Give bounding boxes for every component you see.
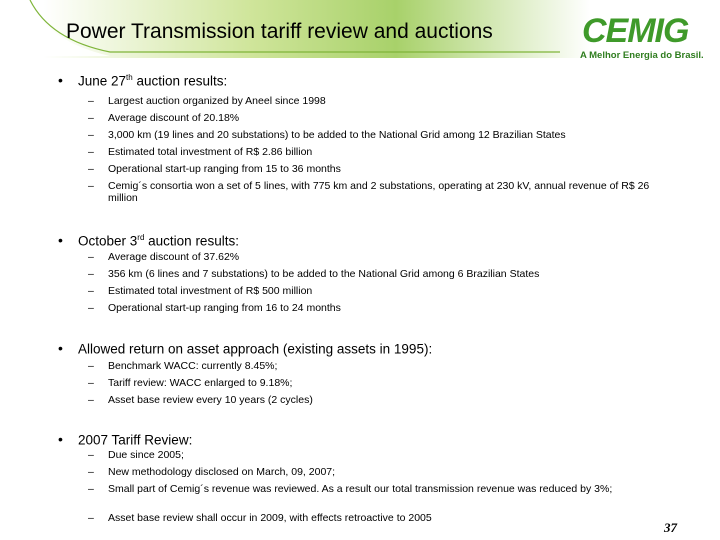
section-title: June 27th auction results: — [78, 73, 228, 89]
section-title: October 3rd auction results: — [78, 233, 239, 249]
dash-icon: – — [88, 180, 94, 192]
dash-icon: – — [88, 449, 94, 461]
bullet-icon: • — [58, 72, 63, 88]
dash-icon: – — [88, 483, 94, 495]
bullet-icon: • — [58, 340, 63, 356]
dash-icon: – — [88, 512, 94, 524]
page-title: Power Transmission tariff review and auctions — [66, 20, 493, 43]
dash-icon: – — [88, 285, 94, 297]
section-title: Allowed return on asset approach (existing assets in 1995): — [78, 341, 433, 357]
dash-icon: – — [88, 251, 94, 263]
dash-icon: – — [88, 146, 94, 158]
dash-icon: – — [88, 377, 94, 389]
cemig-logo — [580, 10, 705, 62]
dash-icon: – — [88, 360, 94, 372]
dash-icon: – — [88, 302, 94, 314]
dash-icon: – — [88, 466, 94, 478]
dash-icon: – — [88, 95, 94, 107]
dash-icon: – — [88, 268, 94, 280]
page-number: 37 — [664, 520, 677, 535]
dash-icon: – — [88, 163, 94, 175]
dash-icon: – — [88, 394, 94, 406]
bullet-icon: • — [58, 232, 63, 248]
bullet-icon: • — [58, 431, 63, 447]
dash-icon: – — [88, 112, 94, 124]
section-title: 2007 Tariff Review: — [78, 432, 193, 448]
logo-wordmark: CEMIG — [582, 12, 689, 50]
dash-icon: – — [88, 129, 94, 141]
logo-tagline: A Melhor Energia do Brasil. — [580, 50, 704, 61]
